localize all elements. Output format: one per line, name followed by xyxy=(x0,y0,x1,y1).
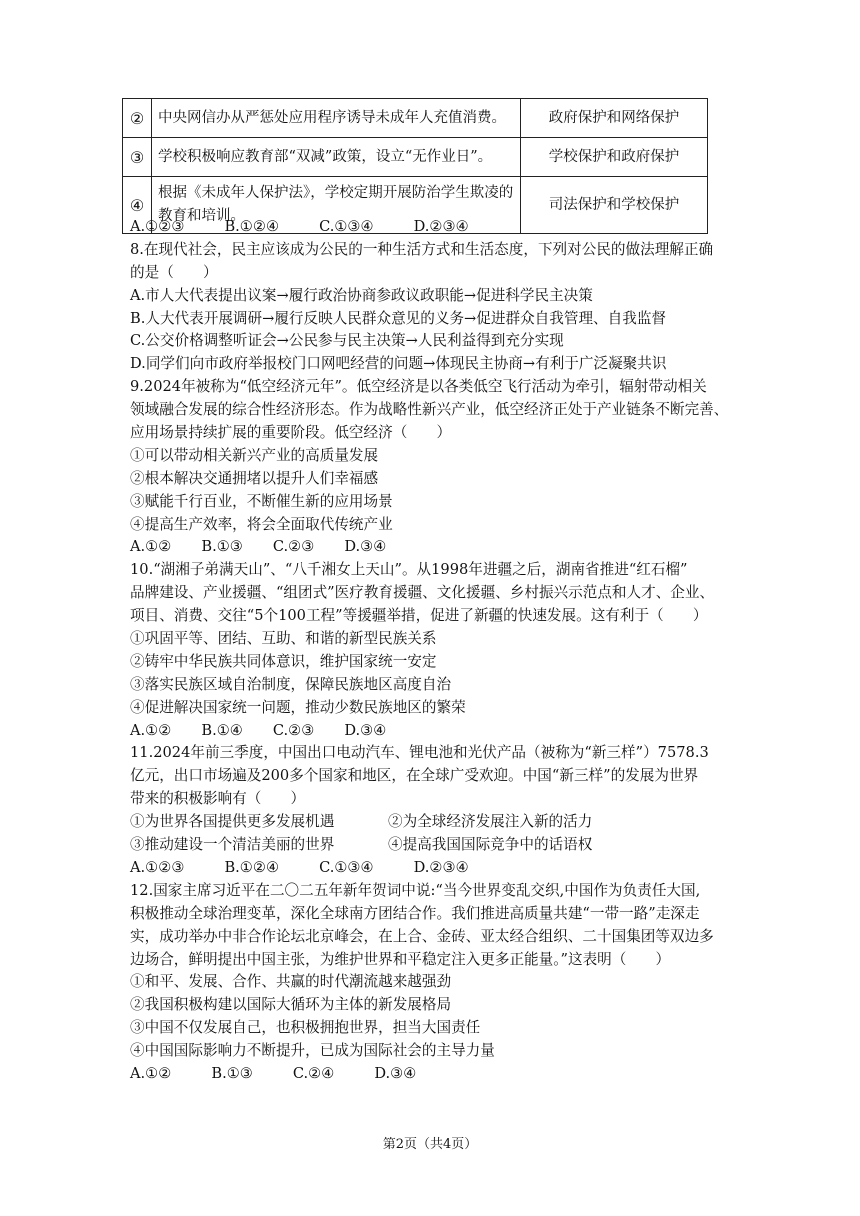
q9-options xyxy=(130,536,742,559)
statement-pair xyxy=(130,811,742,834)
statement-item: ②铸牢中华民族共同体意识，维护国家统一安定 xyxy=(130,652,437,670)
statement-item: ①和平、发展、合作、共赢的时代潮流越来越强劲 xyxy=(130,973,452,991)
q10-options xyxy=(130,720,742,743)
statement-item: ④促进解决国家统一问题，推动少数民族地区的繁荣 xyxy=(130,698,466,716)
q12-options xyxy=(130,1063,742,1086)
question-stem: 11.2024年前三季度，中国出口电动汽车、锂电池和光伏产品（被称为“新三样”）7578.3 xyxy=(130,744,709,762)
option[interactable]: C.公交价格调整听证会→公民参与民主决策→人民利益得到充分实现 xyxy=(130,332,564,350)
option[interactable]: B.①②④ xyxy=(224,858,280,876)
question-stem: 的是（ ） xyxy=(130,263,218,281)
table-row xyxy=(123,99,708,138)
option[interactable]: B.①④ xyxy=(201,721,243,739)
option[interactable]: A.市人大代表提出议案→履行政治协商参政议政职能→促进科学民主决策 xyxy=(130,286,593,304)
question-stem: 亿元，出口市场遍及200多个国家和地区，在全球广受欢迎。中国“新三样”的发展为世界 xyxy=(130,767,699,785)
option[interactable]: D.同学们向市政府举报校门口网吧经营的问题→体现民主协商→有利于广泛凝聚共识 xyxy=(130,355,667,373)
question-stem: 品牌建设、产业援疆、“组团式”医疗教育援疆、文化援疆、乡村振兴示范点和人才、企业、 xyxy=(130,584,715,602)
row-content: 中央网信办从严惩处应用程序诱导未成年人充值消费。 xyxy=(152,99,521,138)
row-number: ③ xyxy=(123,138,152,177)
question-stem: 实，成功举办中非合作论坛北京峰会，在上合、金砖、亚太经合组织、二十国集团等双边多 xyxy=(130,927,714,945)
protection-table xyxy=(122,98,708,234)
row-number: ② xyxy=(123,99,152,138)
row-protection: 政府保护和网络保护 xyxy=(521,99,708,138)
option[interactable]: D.③④ xyxy=(344,538,387,556)
question-stem: 积极推动全球治理变革，深化全球南方团结合作。我们推进高质量共建“一带一路”走深走 xyxy=(130,904,700,922)
option[interactable]: C.②③ xyxy=(272,538,315,556)
question-stem: 带来的积极影响有（ ） xyxy=(130,790,306,808)
option[interactable]: A.①② xyxy=(130,538,172,556)
statement-item: ④提高生产效率，将会全面取代传统产业 xyxy=(130,515,393,533)
statement-item: ②根本解决交通拥堵以提升人们幸福感 xyxy=(130,469,379,487)
question-stem: 9.2024年被称为“低空经济元年”。低空经济是以各类低空飞行活动为牵引，辐射带动相关 xyxy=(130,378,707,396)
option[interactable]: B.①③ xyxy=(211,1064,253,1082)
option[interactable]: A.①②③ xyxy=(130,218,185,235)
row-protection: 学校保护和政府保护 xyxy=(521,138,708,177)
option[interactable]: A.①② xyxy=(130,721,172,739)
statement-item: ①为世界各国提供更多发展机遇 xyxy=(130,813,335,831)
row-number: ④ xyxy=(123,177,152,234)
question-stem: 8.在现代社会，民主应该成为公民的一种生活方式和生活态度，下列对公民的做法理解正确 xyxy=(130,240,714,258)
option[interactable]: B.①②④ xyxy=(224,218,280,235)
row-protection: 司法保护和学校保护 xyxy=(521,177,708,234)
option[interactable]: C.①③④ xyxy=(319,858,374,876)
option[interactable]: B.人大代表开展调研→履行反映人民群众意见的义务→促进群众自我管理、自我监督 xyxy=(130,309,667,327)
statement-item: ③落实民族区域自治制度，保障民族地区高度自治 xyxy=(130,675,452,693)
question-stem: 12.国家主席习近平在二〇二五年新年贺词中说:“当今世界变乱交织,中国作为负责任大国, xyxy=(130,881,701,899)
option[interactable]: A.①②③ xyxy=(130,858,185,876)
statement-item: ①可以带动相关新兴产业的高质量发展 xyxy=(130,446,379,464)
statement-item: ②为全球经济发展注入新的活力 xyxy=(388,813,593,831)
option[interactable]: D.②③④ xyxy=(413,218,469,235)
statement-item: ③赋能千行百业，不断催生新的应用场景 xyxy=(130,492,393,510)
q7-options xyxy=(130,216,742,239)
questions-body xyxy=(130,216,742,1086)
question-stem: 应用场景持续扩展的重要阶段。低空经济（ ） xyxy=(130,424,452,442)
option[interactable]: C.①③④ xyxy=(319,218,374,235)
option[interactable]: D.②③④ xyxy=(413,858,469,876)
option[interactable]: C.②④ xyxy=(292,1064,335,1082)
statement-item: ①巩固平等、团结、互助、和谐的新型民族关系 xyxy=(130,630,437,648)
question-stem: 项目、消费、交往“5个100工程”等援疆举措，促进了新疆的快速发展。这有利于（ ） xyxy=(130,607,708,625)
statement-item: ④中国国际影响力不断提升，已成为国际社会的主导力量 xyxy=(130,1042,495,1060)
option[interactable]: D.③④ xyxy=(374,1064,417,1082)
option[interactable]: D.③④ xyxy=(344,721,387,739)
question-stem: 10.“湖湘子弟满天山”、“八千湘女上天山”。从1998年进疆之后，湖南省推进“红石榴” xyxy=(130,561,688,579)
page-footer: 第2页（共4页） xyxy=(382,1137,478,1152)
table-row xyxy=(123,138,708,177)
q11-options xyxy=(130,857,742,880)
question-stem: 边场合，鲜明提出中国主张，为维护世界和平稳定注入更多正能量。”这表明（ ） xyxy=(130,950,671,968)
statement-item: ②我国积极构建以国际大循环为主体的新发展格局 xyxy=(130,996,452,1014)
option[interactable]: C.②③ xyxy=(272,721,315,739)
statement-item: ④提高我国国际竞争中的话语权 xyxy=(388,836,593,854)
row-content: 根据《未成年人保护法》，学校定期开展防治学生欺凌的教育和培训。 xyxy=(152,177,521,234)
row-content: 学校积极响应教育部“双减”政策，设立“无作业日”。 xyxy=(152,138,521,177)
question-stem: 领域融合发展的综合性经济形态。作为战略性新兴产业，低空经济正处于产业链条不断完善、 xyxy=(130,401,729,419)
statement-pair xyxy=(130,834,742,857)
statement-item: ③中国不仅发展自己，也积极拥抱世界，担当大国责任 xyxy=(130,1019,481,1037)
option[interactable]: B.①③ xyxy=(201,538,243,556)
statement-item: ③推动建设一个清洁美丽的世界 xyxy=(130,836,335,854)
option[interactable]: A.①② xyxy=(130,1064,172,1082)
